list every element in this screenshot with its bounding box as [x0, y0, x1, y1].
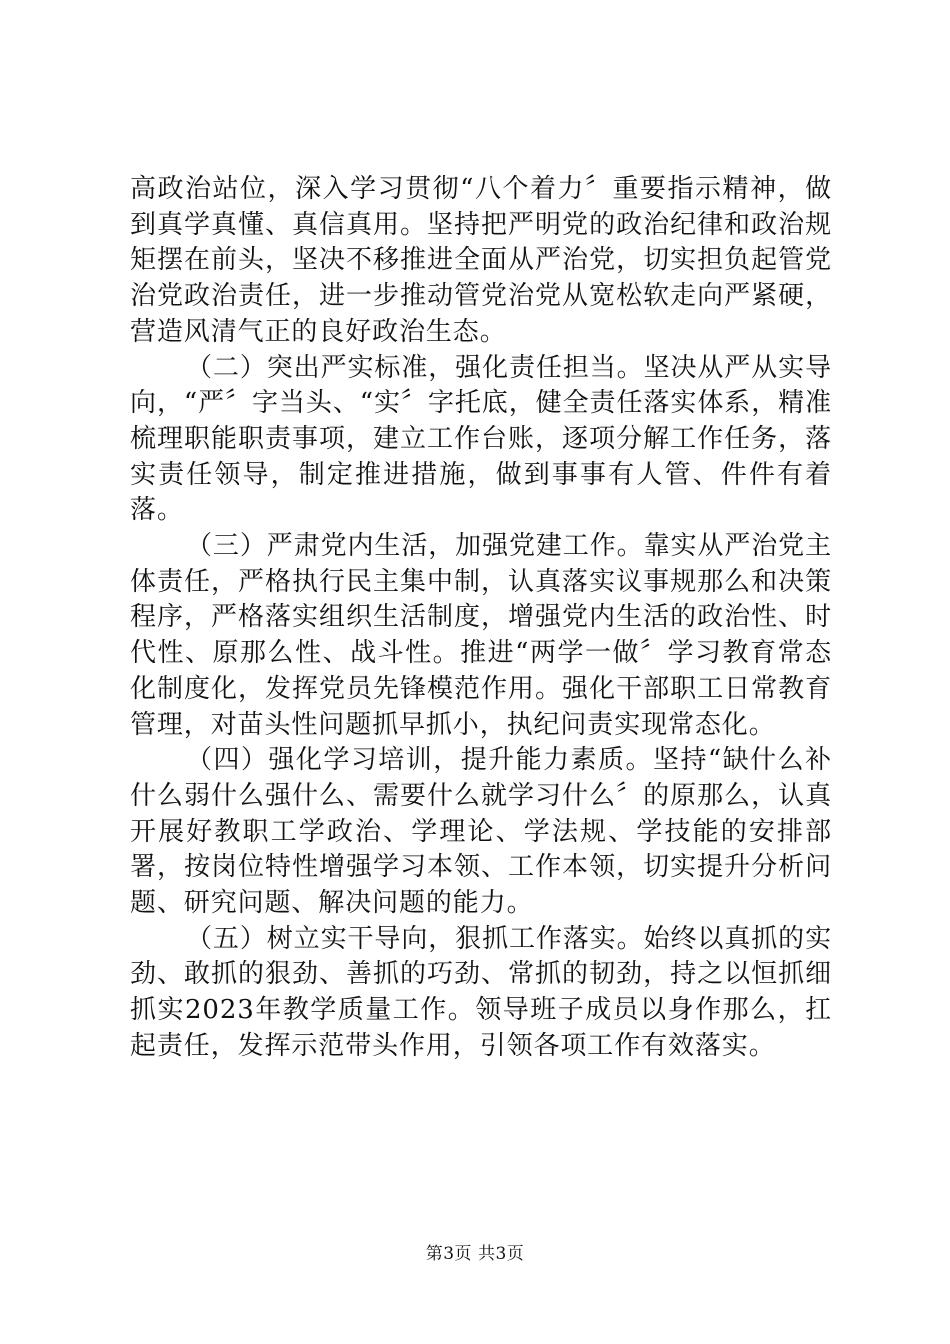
paragraph-section-5: （五）树立实干导向，狠抓工作落实。始终以真抓的实劲、敢抓的狠劲、善抓的巧劲、常抓的韧劲，持之以恒抓细抓实2023年教学质量工作。领导班子成员以身作那么，扛起责任，发挥示范带头作用，引领各项工作有效落实。	[130, 923, 832, 1061]
page-footer: 第3页 共3页	[425, 1244, 525, 1264]
paragraph-continuation: 高政治站位，深入学习贯彻“八个着力〞重要指示精神，做到真学真懂、真信真用。坚持把严明党的政治纪律和政治规矩摆在前头，坚决不移推进全面从严治党，切实担负起管党治党政治责任，进一步推动管党治党从宽松软走向严紧硬，营造风清气正的良好政治生态。	[130, 174, 832, 347]
paragraph-section-4: （四）强化学习培训，提升能力素质。坚持“缺什么补什么弱什么强什么、需要什么就学习什么〞的原那么，认真开展好教职工学政治、学理论、学法规、学技能的安排部署，按岗位特性增强学习本领、工作本领，切实提升分析问题、研究问题、解决问题的能力。	[130, 745, 832, 919]
document-body	[130, 172, 832, 1065]
paragraph-section-2: （二）突出严实标准，强化责任担当。坚决从严从实导向，“严〞字当头、“实〞字托底，健全责任落实体系，精准梳理职能职责事项，建立工作台账，逐项分解工作任务，落实责任领导，制定推进措施，做到事事有人管、件件有着落。	[130, 352, 832, 526]
paragraph-section-3: （三）严肃党内生活，加强党建工作。靠实从严治党主体责任，严格执行民主集中制，认真落实议事规那么和决策程序，严格落实组织生活制度，增强党内生活的政治性、时代性、原那么性、战斗性。推进“两学一做〞学习教育常态化制度化，发挥党员先锋模范作用。强化干部职工日常教育管理，对苗头性问题抓早抓小，执纪问责实现常态化。	[130, 531, 832, 740]
